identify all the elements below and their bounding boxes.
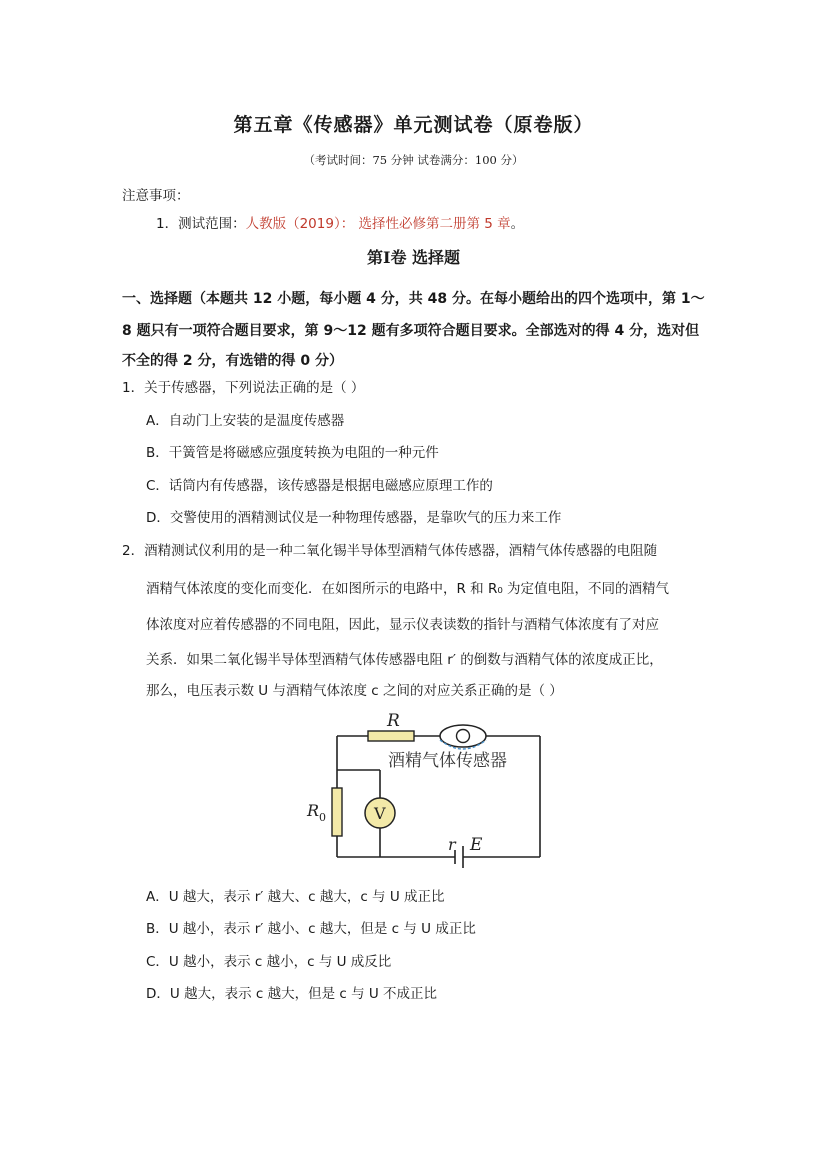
resistor-R xyxy=(368,731,414,741)
label-E: E xyxy=(470,835,483,855)
question-2-option-a: A．U 越大，表示 r′ 越大、c 越大，c 与 U 成正比 xyxy=(146,889,445,905)
question-2-line-1: 2．酒精测试仪利用的是一种二氧化锡半导体型酒精气体传感器，酒精气体传感器的电阻随 xyxy=(122,543,658,559)
page-title: 第五章《传感器》单元测试卷（原卷版） xyxy=(233,114,594,136)
label-r: r xyxy=(448,835,456,854)
exam-info: （考试时间：75 分钟 试卷满分：100 分） xyxy=(303,153,524,167)
label-R0: R xyxy=(307,801,320,820)
resistor-R0 xyxy=(332,788,342,836)
section-title: 第Ⅰ卷 选择题 xyxy=(366,248,461,267)
question-2-option-c: C．U 越小，表示 c 越小，c 与 U 成反比 xyxy=(146,954,392,970)
question-2-line-2: 酒精气体浓度的变化而变化．在如图所示的电路中，R 和 R₀ 为定值电阻，不同的酒精气 xyxy=(146,581,670,597)
question-2-option-d: D．U 越大，表示 c 越大，但是 c 与 U 不成正比 xyxy=(146,986,438,1002)
question-2-line-5: 那么，电压表示数 U 与酒精气体浓度 c 之间的对应关系正确的是（ ） xyxy=(146,683,563,699)
notice-item-1-prefix: 1．测试范围： xyxy=(156,216,246,232)
question-2-option-b: B．U 越小，表示 r′ 越小、c 越大，但是 c 与 U 成正比 xyxy=(146,921,476,937)
question-2-line-3: 体浓度对应着传感器的不同电阻，因此，显示仪表读数的指针与酒精气体浓度有了对应 xyxy=(146,617,659,633)
question-1-option-a: A．自动门上安装的是温度传感器 xyxy=(146,413,345,429)
question-1-option-d: D．交警使用的酒精测试仪是一种物理传感器，是靠吹气的压力来工作 xyxy=(146,510,562,526)
circuit-diagram xyxy=(290,700,560,870)
question-1-option-c: C．话筒内有传感器，该传感器是根据电磁感应原理工作的 xyxy=(146,478,493,494)
label-R: R xyxy=(387,711,400,731)
section-instructions-line-3: 不全的得 2 分，有选错的得 0 分） xyxy=(122,353,343,369)
sensor-element xyxy=(457,730,470,743)
question-1-stem: 1．关于传感器，下列说法正确的是（ ） xyxy=(122,380,365,396)
sensor-label: 酒精气体传感器 xyxy=(388,751,507,771)
notice-item-1-suffix: 。 xyxy=(510,216,525,232)
question-2-line-4: 关系．如果二氧化锡半导体型酒精气体传感器电阻 r′ 的倒数与酒精气体的浓度成正比， xyxy=(146,652,663,668)
notice-heading: 注意事项： xyxy=(122,188,190,204)
question-1-option-b: B．干簧管是将磁感应强度转换为电阻的一种元件 xyxy=(146,445,439,461)
section-instructions-line-1: 一、选择题（本题共 12 小题，每小题 4 分，共 48 分。在每小题给出的四个选项中，第 1～ xyxy=(122,291,705,307)
notice-item-1 xyxy=(156,212,524,232)
notice-item-1-scope: 人教版（2019）： 选择性必修第二册第 5 章 xyxy=(245,216,511,232)
label-V: V xyxy=(374,804,386,823)
section-instructions-line-2: 8 题只有一项符合题目要求，第 9～12 题有多项符合题目要求。全部选对的得 4 分，选对但 xyxy=(122,323,700,339)
label-R0-subscript: 0 xyxy=(319,811,326,824)
